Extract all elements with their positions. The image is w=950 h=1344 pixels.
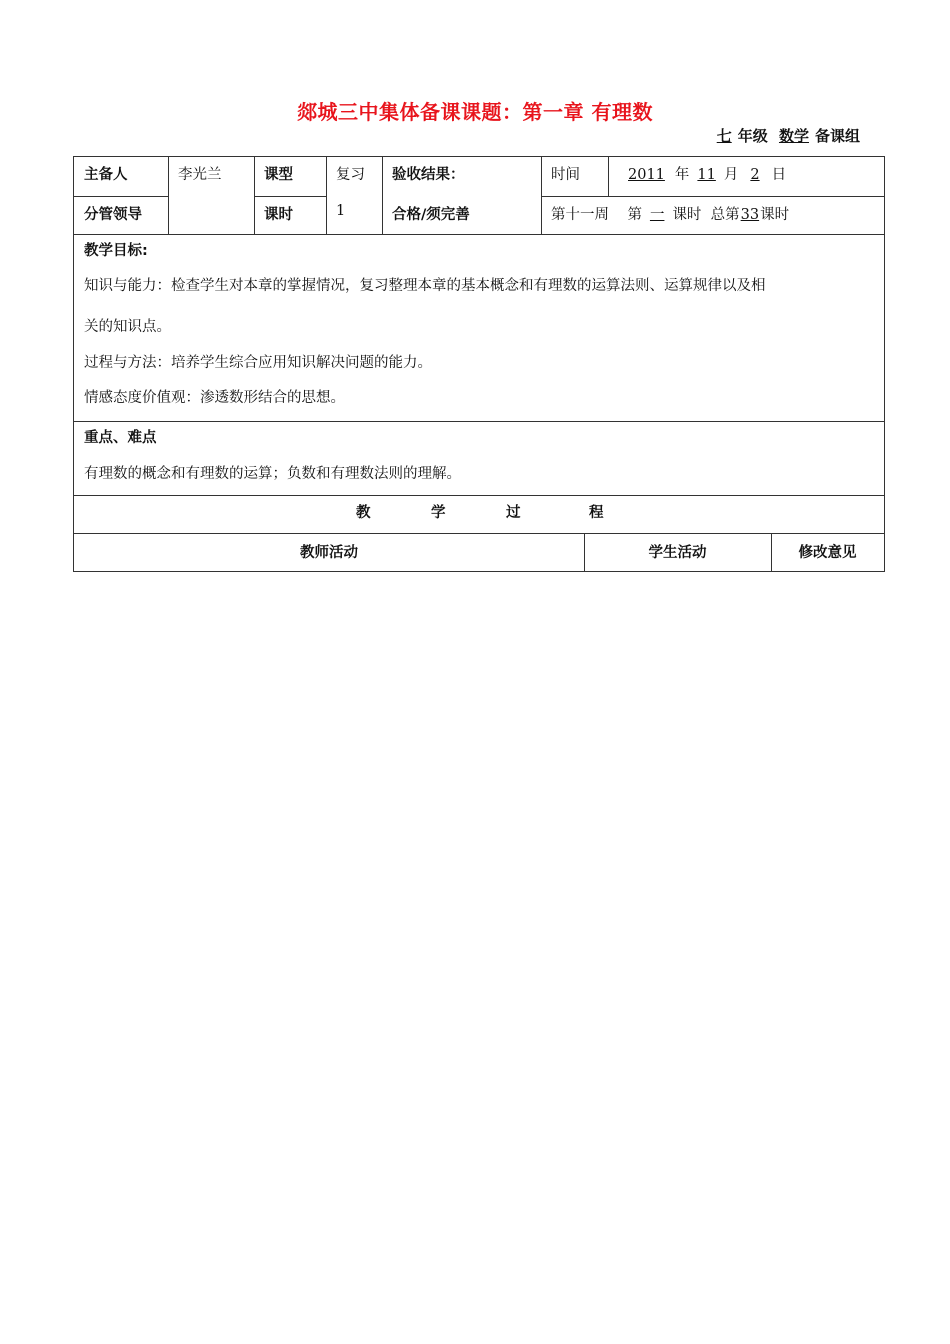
type-label: 课型: [264, 167, 293, 183]
keypoints-text: 有理数的概念和有理数的运算；负数和有理数法则的理解。: [84, 466, 461, 482]
process-char: 程: [589, 505, 604, 521]
keypoints-heading: 重点、难点: [84, 430, 157, 446]
group-suffix: 备课组: [814, 127, 860, 145]
leader-value: [168, 197, 254, 209]
col-student: 学生活动: [648, 545, 707, 561]
check-label: 验收结果：: [392, 167, 465, 183]
process-char: 过: [506, 505, 521, 521]
result-label: 合格/须完善: [392, 207, 470, 223]
col-revise: 修改意见: [798, 545, 857, 561]
month-unit: 月: [723, 167, 739, 183]
objective-knowledge-cont: 关的知识点。: [84, 319, 171, 335]
time-label: 时间: [551, 167, 580, 183]
date-value: [608, 157, 884, 190]
date-day: 2: [750, 167, 760, 183]
objective-knowledge: 知识与能力：检查学生对本章的掌握情况，复习整理本章的基本概念和有理数的运算法则、运算规律以及相: [84, 278, 766, 294]
hours-label: 课时: [264, 207, 293, 223]
week: 第十一周: [551, 207, 609, 223]
total-prefix: 总第: [710, 207, 740, 223]
subject: 数学: [778, 127, 809, 145]
group-line: [711, 125, 860, 146]
grade-suffix: 年级: [737, 127, 768, 145]
grade: 七: [716, 127, 732, 145]
process-char: 教: [356, 505, 371, 521]
year-unit: 年: [674, 167, 690, 183]
preparer-value: 李光兰: [178, 167, 222, 183]
period-prefix: 第: [627, 207, 642, 223]
date-month: 11: [697, 167, 716, 183]
type-value: 复习: [336, 167, 365, 183]
period-suffix: 课时: [672, 207, 702, 223]
period: 一: [649, 207, 665, 223]
process-char: 学: [431, 505, 446, 521]
total-suffix: 课时: [760, 207, 790, 223]
document-title: 郯城三中集体备课课题：第一章 有理数: [297, 100, 653, 124]
schedule-value: [541, 197, 884, 230]
objectives-heading: 教学目标:: [84, 243, 148, 259]
preparer-label: 主备人: [84, 167, 128, 183]
day-unit: 日: [771, 167, 787, 183]
col-teacher: 教师活动: [300, 545, 358, 561]
lesson-plan-table: [73, 156, 885, 572]
total-hours: 33: [740, 207, 760, 223]
date-year: 2011: [628, 167, 665, 183]
hours-value: 1: [336, 203, 346, 219]
leader-label: 分管领导: [84, 207, 142, 223]
objective-process: 过程与方法：培养学生综合应用知识解决问题的能力。: [84, 355, 432, 371]
objective-emotion: 情感态度价值观：渗透数形结合的思想。: [84, 390, 345, 406]
